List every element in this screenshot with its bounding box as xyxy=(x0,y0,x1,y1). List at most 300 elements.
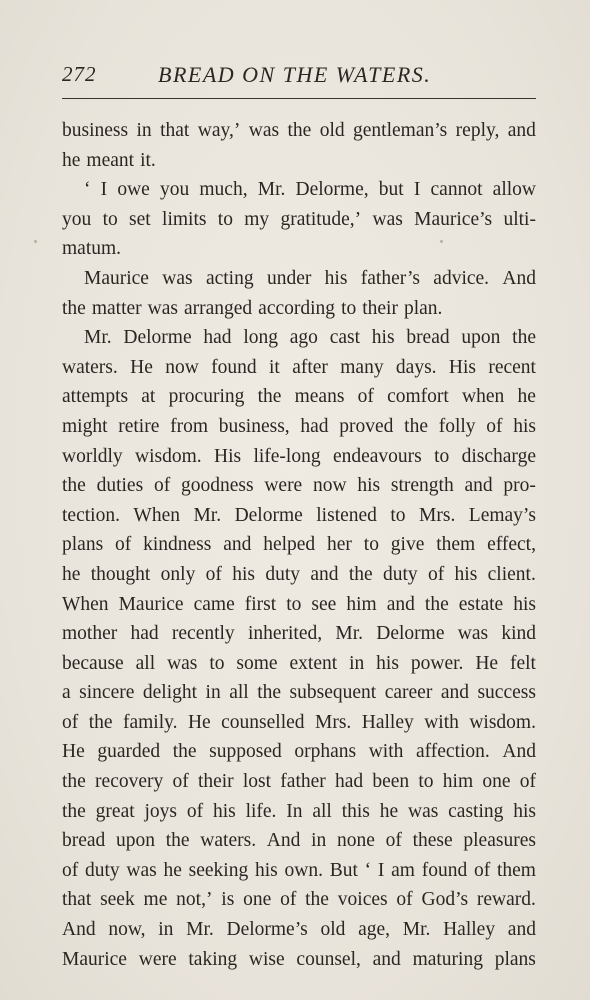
word: Mr. xyxy=(335,623,364,645)
word: Maurice xyxy=(118,593,184,615)
word: I xyxy=(377,859,385,881)
word: that xyxy=(62,889,92,911)
page-number: 272 xyxy=(62,62,97,86)
word: was xyxy=(372,208,403,230)
word: Maurice xyxy=(62,948,127,970)
word: because xyxy=(62,652,124,674)
word: according xyxy=(258,297,336,319)
word: in xyxy=(311,830,327,852)
word: and xyxy=(464,475,493,497)
word: He xyxy=(475,652,499,674)
word: had xyxy=(334,771,364,793)
word: a xyxy=(62,682,71,704)
word: great xyxy=(95,800,135,822)
word: this xyxy=(341,800,370,822)
word: his xyxy=(376,652,399,674)
word: one xyxy=(243,889,272,911)
word: the xyxy=(62,771,86,793)
word: duty xyxy=(382,563,418,585)
word: His xyxy=(214,445,242,467)
word: ‘ xyxy=(84,179,91,201)
word: duty xyxy=(265,563,300,585)
word: of xyxy=(385,830,402,852)
word: ‘ xyxy=(364,859,372,881)
word: Maurice xyxy=(84,267,149,289)
word: plan. xyxy=(403,297,443,319)
word: Delorme’s xyxy=(226,919,308,941)
word: his xyxy=(212,800,236,822)
word: his xyxy=(357,475,381,497)
word: not,’ xyxy=(176,889,213,911)
word: ago xyxy=(289,327,318,349)
text-line xyxy=(62,471,536,501)
word: give xyxy=(390,534,425,556)
text-line xyxy=(62,264,536,294)
word: He xyxy=(187,711,211,733)
word: that xyxy=(160,120,190,141)
word: of xyxy=(153,475,171,497)
word: retire xyxy=(118,415,160,437)
word: the xyxy=(88,711,113,733)
word: to xyxy=(209,652,225,674)
word: came xyxy=(193,593,235,615)
word: in xyxy=(349,652,365,674)
text-line xyxy=(62,234,536,264)
word: goodness xyxy=(180,475,254,497)
text-line xyxy=(62,885,536,915)
word: Halley xyxy=(443,919,496,941)
word: thought xyxy=(90,563,151,585)
word: the xyxy=(62,475,86,497)
word: the xyxy=(62,297,86,319)
word: ulti- xyxy=(503,208,536,230)
word: the xyxy=(305,889,329,911)
word: long xyxy=(243,327,278,349)
word: he xyxy=(62,149,81,171)
text-line xyxy=(62,619,536,649)
word: the xyxy=(512,327,536,349)
word: And xyxy=(502,741,536,763)
word: and xyxy=(440,682,469,704)
word: Mr. xyxy=(257,179,286,201)
word: of xyxy=(280,889,297,911)
text-line xyxy=(62,767,536,797)
word: Halley xyxy=(361,711,414,733)
word: and xyxy=(507,919,536,941)
word: might xyxy=(62,415,108,437)
word: of xyxy=(186,800,204,822)
word: guarded xyxy=(97,741,161,763)
word: their xyxy=(197,771,234,793)
word: affection. xyxy=(415,741,490,763)
word: duties xyxy=(96,475,144,497)
word: business xyxy=(62,120,129,141)
word: at xyxy=(141,386,156,408)
word: first xyxy=(244,593,277,615)
word: were xyxy=(264,475,303,497)
word: Delorme xyxy=(123,327,192,349)
word: found xyxy=(211,356,257,378)
word: was xyxy=(162,267,193,289)
word: lost xyxy=(242,771,272,793)
word: recent xyxy=(488,356,536,378)
word: kindness xyxy=(143,534,212,556)
word: casting xyxy=(448,800,504,822)
word: now, xyxy=(108,919,146,941)
word: was xyxy=(248,120,280,141)
word: sincere xyxy=(79,682,135,704)
paper-speck xyxy=(440,240,443,243)
word: all xyxy=(135,652,156,674)
word: And xyxy=(62,919,96,941)
text-line xyxy=(62,856,536,886)
word: of xyxy=(473,859,491,881)
word: and xyxy=(372,948,401,970)
paper-speck xyxy=(34,240,37,243)
word: his xyxy=(254,859,278,881)
word: matter xyxy=(91,297,142,319)
word: counselled xyxy=(221,711,305,733)
word: am xyxy=(391,859,415,881)
word: and xyxy=(310,563,339,585)
word: waters. xyxy=(200,830,257,852)
word: wisdom. xyxy=(469,711,536,733)
word: endeavours xyxy=(332,445,422,467)
word: had xyxy=(130,623,159,645)
word: procuring xyxy=(168,386,245,408)
word: strength xyxy=(390,475,454,497)
text-line xyxy=(62,649,536,679)
word: with xyxy=(424,711,459,733)
word: set xyxy=(129,208,151,230)
word: in xyxy=(158,919,174,941)
word: when xyxy=(462,386,505,408)
word: was xyxy=(147,297,178,319)
word: pleasures xyxy=(463,830,536,852)
word: plans xyxy=(62,534,104,556)
word: from xyxy=(170,415,208,437)
text-line xyxy=(62,708,536,738)
word: in xyxy=(136,120,152,141)
word: listened xyxy=(316,504,377,526)
word: and xyxy=(386,593,415,615)
word: discharge xyxy=(461,445,536,467)
word: these xyxy=(412,830,453,852)
word: of xyxy=(519,771,536,793)
word: all xyxy=(312,800,332,822)
word: helped xyxy=(263,534,316,556)
text-line xyxy=(62,353,536,383)
text-line xyxy=(62,915,536,945)
word: Delorme xyxy=(234,504,303,526)
word: was xyxy=(457,623,489,645)
word: When xyxy=(133,504,180,526)
word: worldly xyxy=(62,445,123,467)
word: way,’ xyxy=(197,120,241,141)
word: matum. xyxy=(62,238,122,260)
word: you xyxy=(62,208,92,230)
word: in xyxy=(205,682,221,704)
word: Mr. xyxy=(84,327,112,349)
word: my xyxy=(244,208,270,230)
text-line xyxy=(62,205,536,235)
word: now xyxy=(312,475,347,497)
word: allow xyxy=(492,179,536,201)
word: see xyxy=(311,593,337,615)
word: Mrs. xyxy=(315,711,352,733)
text-line xyxy=(62,530,536,560)
word: waters. xyxy=(62,356,118,378)
word: he xyxy=(62,563,81,585)
word: wisdom. xyxy=(135,445,202,467)
word: of xyxy=(357,386,374,408)
word: business, xyxy=(218,415,290,437)
word: much, xyxy=(199,179,248,201)
word: recovery xyxy=(95,771,164,793)
word: estate xyxy=(458,593,504,615)
text-line xyxy=(62,945,536,975)
word: tection. xyxy=(62,504,120,526)
word: the xyxy=(172,741,197,763)
word: his xyxy=(454,563,478,585)
word: of xyxy=(205,563,222,585)
word: with xyxy=(368,741,404,763)
header-rule xyxy=(62,98,536,99)
word: the xyxy=(257,386,282,408)
word: owe xyxy=(117,179,150,201)
word: mother xyxy=(62,623,118,645)
word: is xyxy=(221,889,235,911)
word: them xyxy=(436,534,476,556)
word: to xyxy=(363,534,379,556)
word: of xyxy=(115,534,132,556)
word: maturing xyxy=(412,948,483,970)
word: the xyxy=(424,593,449,615)
word: effect, xyxy=(487,534,536,556)
word: Delorme xyxy=(376,623,445,645)
word: reward. xyxy=(476,889,536,911)
word: means xyxy=(294,386,345,408)
word: delight xyxy=(142,682,198,704)
running-head: BREAD ON THE WATERS. xyxy=(158,62,432,87)
text-line xyxy=(62,826,536,856)
word: extent xyxy=(289,652,338,674)
word: When xyxy=(62,593,109,615)
word: one xyxy=(482,771,511,793)
word: seeking xyxy=(188,859,249,881)
word: after xyxy=(292,356,328,378)
word: of xyxy=(396,889,413,911)
word: to xyxy=(217,208,233,230)
text-line xyxy=(62,737,536,767)
word: to xyxy=(286,593,302,615)
word: only xyxy=(160,563,196,585)
word: of xyxy=(486,415,503,437)
text-line xyxy=(62,797,536,827)
word: wise xyxy=(248,948,285,970)
word: he xyxy=(163,859,182,881)
word: his xyxy=(371,327,395,349)
word: and xyxy=(507,120,536,141)
word: was xyxy=(167,652,198,674)
word: his xyxy=(513,415,536,437)
word: and xyxy=(223,534,252,556)
word: And xyxy=(502,267,536,289)
word: supposed xyxy=(209,741,282,763)
word: family. xyxy=(122,711,178,733)
word: all xyxy=(229,682,249,704)
word: client. xyxy=(487,563,536,585)
word: upon xyxy=(461,327,501,349)
word: of xyxy=(172,771,189,793)
word: felt xyxy=(509,652,536,674)
text-line xyxy=(62,323,536,353)
text-line xyxy=(62,442,536,472)
word: Maurice’s xyxy=(414,208,493,230)
word: success xyxy=(477,682,536,704)
word: He xyxy=(130,356,153,378)
word: been xyxy=(372,771,410,793)
word: father xyxy=(280,771,326,793)
word: it xyxy=(269,356,280,378)
word: recently xyxy=(171,623,235,645)
word: days. xyxy=(395,356,437,378)
text-line xyxy=(62,590,536,620)
word: His xyxy=(448,356,476,378)
word: me xyxy=(143,889,168,911)
word: seek xyxy=(100,889,135,911)
word: And xyxy=(266,830,301,852)
word: arranged xyxy=(183,297,253,319)
word: kind xyxy=(501,623,536,645)
word: to xyxy=(341,297,357,319)
text-line xyxy=(62,412,536,442)
word: had xyxy=(300,415,329,437)
word: taking xyxy=(188,948,238,970)
word: his xyxy=(513,593,536,615)
word: reply, xyxy=(455,120,500,141)
word: cast xyxy=(329,327,361,349)
word: him xyxy=(442,771,474,793)
word: but xyxy=(378,179,404,201)
word: duty xyxy=(85,859,120,881)
word: power. xyxy=(410,652,464,674)
word: counsel, xyxy=(296,948,361,970)
word: plans xyxy=(494,948,536,970)
word: life-long xyxy=(253,445,321,467)
word: joys xyxy=(144,800,178,822)
word: had xyxy=(203,327,232,349)
word: was xyxy=(126,859,157,881)
word: advice. xyxy=(433,267,490,289)
text-line xyxy=(62,382,536,412)
word: He xyxy=(62,741,85,763)
word: none xyxy=(337,830,375,852)
word: limits xyxy=(162,208,207,230)
word: him xyxy=(346,593,377,615)
text-line xyxy=(62,560,536,590)
word: their xyxy=(362,297,398,319)
word: the xyxy=(348,563,373,585)
word: Lemay’s xyxy=(468,504,536,526)
word: gentleman’s xyxy=(353,120,448,141)
word: meant xyxy=(86,149,135,171)
word: old xyxy=(319,120,345,141)
word: orphans xyxy=(294,741,357,763)
text-line xyxy=(62,294,536,324)
word: gratitude,’ xyxy=(280,208,362,230)
word: folly xyxy=(438,415,476,437)
word: But xyxy=(329,859,358,881)
word: voices xyxy=(337,889,388,911)
word: were xyxy=(138,948,177,970)
word: I xyxy=(100,179,108,201)
word: proved xyxy=(339,415,394,437)
word: God’s xyxy=(421,889,469,911)
word: own. xyxy=(284,859,323,881)
word: his xyxy=(324,267,348,289)
word: was xyxy=(407,800,439,822)
word: he xyxy=(517,386,536,408)
word: acting xyxy=(205,267,254,289)
word: many xyxy=(340,356,384,378)
word: father’s xyxy=(360,267,420,289)
text-line xyxy=(62,678,536,708)
word: I xyxy=(413,179,421,201)
word: of xyxy=(62,859,79,881)
text-line xyxy=(62,175,536,205)
word: them xyxy=(496,859,536,881)
word: upon xyxy=(116,830,156,852)
word: inherited, xyxy=(247,623,323,645)
word: Mrs. xyxy=(419,504,456,526)
word: the xyxy=(62,800,86,822)
word: pro- xyxy=(503,475,536,497)
word: attempts xyxy=(62,386,129,408)
word: some xyxy=(236,652,278,674)
word: the xyxy=(165,830,190,852)
word: to xyxy=(434,445,450,467)
word: found xyxy=(421,859,468,881)
word: to xyxy=(102,208,118,230)
word: career xyxy=(384,682,433,704)
word: his xyxy=(232,563,255,585)
word: comfort xyxy=(387,386,449,408)
word: her xyxy=(327,534,352,556)
word: to xyxy=(418,771,434,793)
word: the xyxy=(257,682,282,704)
word: bread xyxy=(62,830,106,852)
word: it. xyxy=(140,149,156,171)
word: to xyxy=(390,504,406,526)
word: subsequent xyxy=(289,682,377,704)
text-line xyxy=(62,501,536,531)
word: Mr. xyxy=(402,919,431,941)
word: In xyxy=(286,800,303,822)
word: of xyxy=(427,563,445,585)
word: you xyxy=(159,179,190,201)
body-text xyxy=(62,116,536,974)
word: he xyxy=(379,800,399,822)
word: old xyxy=(320,919,346,941)
word: cannot xyxy=(430,179,483,201)
word: of xyxy=(62,711,79,733)
word: life. xyxy=(245,800,277,822)
word: the xyxy=(404,415,428,437)
page-header xyxy=(62,62,536,92)
word: Mr. xyxy=(186,919,214,941)
word: under xyxy=(266,267,312,289)
